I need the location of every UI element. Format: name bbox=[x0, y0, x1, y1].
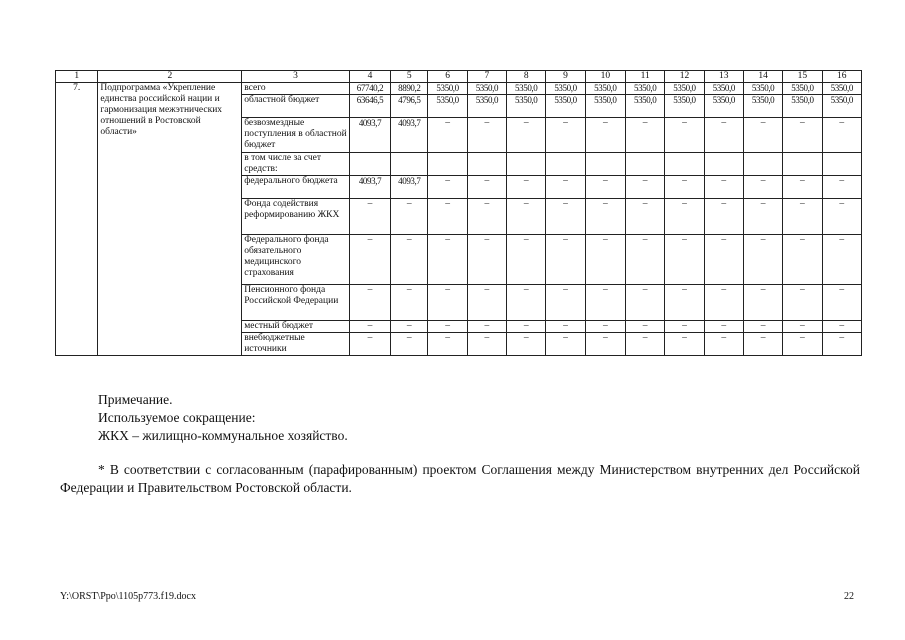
note-abbrev-heading: Используемое сокращение: bbox=[98, 410, 256, 425]
value-cell bbox=[704, 153, 743, 176]
funding-source-label: федерального бюджета bbox=[242, 176, 350, 199]
value-cell: – bbox=[349, 285, 390, 321]
value-cell: 5350,0 bbox=[743, 95, 782, 118]
value-cell bbox=[546, 153, 585, 176]
value-cell: 4093,7 bbox=[391, 176, 428, 199]
value-cell: – bbox=[546, 321, 585, 333]
value-cell: 5350,0 bbox=[665, 95, 704, 118]
value-cell: – bbox=[704, 176, 743, 199]
value-cell: 4093,7 bbox=[349, 176, 390, 199]
value-cell: – bbox=[626, 235, 665, 285]
column-header: 12 bbox=[665, 71, 704, 83]
column-header: 11 bbox=[626, 71, 665, 83]
value-cell: 5350,0 bbox=[467, 83, 506, 95]
value-cell: – bbox=[626, 285, 665, 321]
value-cell: – bbox=[626, 333, 665, 356]
value-cell bbox=[626, 153, 665, 176]
value-cell: – bbox=[467, 118, 506, 153]
value-cell: 5350,0 bbox=[665, 83, 704, 95]
value-cell: 67740,2 bbox=[349, 83, 390, 95]
value-cell: – bbox=[665, 321, 704, 333]
value-cell: – bbox=[391, 199, 428, 235]
value-cell: – bbox=[822, 285, 861, 321]
footnote: * В соответствии с согласованным (парафированным) проектом Соглашения между Министерством внутренних дел Российской Федерации и Правительством Ростовской области. bbox=[60, 462, 860, 495]
note-title: Примечание. bbox=[98, 392, 173, 407]
funding-source-label: Пенсионного фонда Российской Федерации bbox=[242, 285, 350, 321]
value-cell: – bbox=[704, 285, 743, 321]
column-header: 1 bbox=[56, 71, 98, 83]
value-cell: – bbox=[585, 321, 625, 333]
value-cell: 5350,0 bbox=[546, 95, 585, 118]
value-cell: 5350,0 bbox=[626, 83, 665, 95]
value-cell: – bbox=[626, 118, 665, 153]
value-cell: 5350,0 bbox=[507, 83, 546, 95]
value-cell: – bbox=[626, 176, 665, 199]
value-cell: – bbox=[665, 176, 704, 199]
value-cell bbox=[391, 153, 428, 176]
value-cell: – bbox=[783, 285, 822, 321]
value-cell bbox=[743, 153, 782, 176]
column-header: 15 bbox=[783, 71, 822, 83]
header-row bbox=[56, 71, 862, 83]
value-cell: – bbox=[428, 118, 467, 153]
value-cell: – bbox=[585, 333, 625, 356]
value-cell: 4796,5 bbox=[391, 95, 428, 118]
funding-source-label: в том числе за счет средств: bbox=[242, 153, 350, 176]
value-cell: – bbox=[585, 199, 625, 235]
funding-source-label: Фонда содействия реформированию ЖКХ bbox=[242, 199, 350, 235]
value-cell: 5350,0 bbox=[428, 83, 467, 95]
value-cell: – bbox=[743, 118, 782, 153]
page-number: 22 bbox=[844, 591, 854, 602]
value-cell: – bbox=[783, 235, 822, 285]
value-cell: – bbox=[428, 285, 467, 321]
column-header: 2 bbox=[98, 71, 242, 83]
value-cell: – bbox=[665, 285, 704, 321]
value-cell: – bbox=[391, 235, 428, 285]
value-cell: – bbox=[704, 321, 743, 333]
table-body bbox=[56, 83, 862, 356]
value-cell: – bbox=[783, 333, 822, 356]
value-cell: – bbox=[585, 285, 625, 321]
value-cell: 63646,5 bbox=[349, 95, 390, 118]
value-cell: – bbox=[704, 235, 743, 285]
value-cell: – bbox=[428, 321, 467, 333]
value-cell: 5350,0 bbox=[783, 83, 822, 95]
value-cell: – bbox=[467, 285, 506, 321]
value-cell: – bbox=[349, 199, 390, 235]
value-cell: – bbox=[585, 176, 625, 199]
value-cell: – bbox=[585, 235, 625, 285]
value-cell: – bbox=[428, 199, 467, 235]
column-header: 5 bbox=[391, 71, 428, 83]
value-cell: – bbox=[391, 333, 428, 356]
value-cell: – bbox=[546, 285, 585, 321]
value-cell: – bbox=[743, 333, 782, 356]
value-cell: 8890,2 bbox=[391, 83, 428, 95]
funding-source-label: внебюджетные источники bbox=[242, 333, 350, 356]
value-cell: – bbox=[507, 285, 546, 321]
value-cell: 5350,0 bbox=[704, 95, 743, 118]
budget-table bbox=[55, 70, 862, 356]
value-cell: – bbox=[467, 235, 506, 285]
value-cell: 5350,0 bbox=[546, 83, 585, 95]
value-cell: 5350,0 bbox=[507, 95, 546, 118]
value-cell: – bbox=[349, 321, 390, 333]
column-header: 16 bbox=[822, 71, 861, 83]
value-cell: – bbox=[507, 235, 546, 285]
note-abbrev-definition: ЖКХ – жилищно-коммунальное хозяйство. bbox=[98, 428, 348, 443]
value-cell bbox=[822, 153, 861, 176]
value-cell: 5350,0 bbox=[585, 95, 625, 118]
column-header: 6 bbox=[428, 71, 467, 83]
value-cell: – bbox=[546, 199, 585, 235]
value-cell: – bbox=[704, 118, 743, 153]
column-header: 3 bbox=[242, 71, 350, 83]
value-cell: – bbox=[467, 199, 506, 235]
value-cell: – bbox=[665, 118, 704, 153]
value-cell: – bbox=[507, 118, 546, 153]
value-cell: – bbox=[428, 176, 467, 199]
value-cell bbox=[783, 153, 822, 176]
value-cell: – bbox=[822, 321, 861, 333]
value-cell: 5350,0 bbox=[822, 83, 861, 95]
value-cell: – bbox=[585, 118, 625, 153]
value-cell: – bbox=[428, 235, 467, 285]
value-cell: – bbox=[349, 333, 390, 356]
funding-source-label: областной бюджет bbox=[242, 95, 350, 118]
row-number: 7. bbox=[56, 83, 98, 356]
value-cell: – bbox=[822, 199, 861, 235]
column-header: 7 bbox=[467, 71, 506, 83]
value-cell: – bbox=[783, 321, 822, 333]
value-cell: – bbox=[507, 176, 546, 199]
column-header: 10 bbox=[585, 71, 625, 83]
value-cell: – bbox=[822, 333, 861, 356]
value-cell: – bbox=[665, 235, 704, 285]
value-cell: – bbox=[507, 333, 546, 356]
value-cell: – bbox=[743, 176, 782, 199]
value-cell: – bbox=[665, 333, 704, 356]
value-cell: – bbox=[546, 333, 585, 356]
funding-source-label: Федерального фонда обязательного медицинского страхования bbox=[242, 235, 350, 285]
column-header: 13 bbox=[704, 71, 743, 83]
value-cell: – bbox=[743, 321, 782, 333]
value-cell: – bbox=[743, 235, 782, 285]
value-cell: 5350,0 bbox=[585, 83, 625, 95]
value-cell: 4093,7 bbox=[391, 118, 428, 153]
funding-source-label: местный бюджет bbox=[242, 321, 350, 333]
value-cell: 5350,0 bbox=[704, 83, 743, 95]
value-cell: – bbox=[467, 176, 506, 199]
value-cell: – bbox=[704, 199, 743, 235]
value-cell: – bbox=[665, 199, 704, 235]
value-cell: 5350,0 bbox=[822, 95, 861, 118]
value-cell: – bbox=[428, 333, 467, 356]
value-cell: – bbox=[349, 235, 390, 285]
value-cell: – bbox=[391, 321, 428, 333]
value-cell bbox=[428, 153, 467, 176]
value-cell: – bbox=[743, 199, 782, 235]
value-cell: – bbox=[743, 285, 782, 321]
value-cell bbox=[665, 153, 704, 176]
program-name: Подпрограмма «Укрепление единства российской нации и гармонизация межэтнических отношений в Ростовской области» bbox=[98, 83, 242, 356]
value-cell: 5350,0 bbox=[783, 95, 822, 118]
file-path: Y:\ORST\Ppo\1105p773.f19.docx bbox=[60, 591, 196, 602]
value-cell: – bbox=[507, 321, 546, 333]
value-cell: – bbox=[783, 176, 822, 199]
value-cell bbox=[467, 153, 506, 176]
value-cell: 5350,0 bbox=[626, 95, 665, 118]
value-cell bbox=[349, 153, 390, 176]
table-row bbox=[56, 83, 862, 95]
value-cell: 5350,0 bbox=[743, 83, 782, 95]
value-cell: – bbox=[467, 333, 506, 356]
value-cell bbox=[585, 153, 625, 176]
value-cell: – bbox=[822, 118, 861, 153]
value-cell: 5350,0 bbox=[428, 95, 467, 118]
column-header: 8 bbox=[507, 71, 546, 83]
value-cell: – bbox=[507, 199, 546, 235]
column-header: 9 bbox=[546, 71, 585, 83]
value-cell: 4093,7 bbox=[349, 118, 390, 153]
value-cell bbox=[507, 153, 546, 176]
value-cell: – bbox=[546, 118, 585, 153]
funding-source-label: безвозмездные поступления в областной бюджет bbox=[242, 118, 350, 153]
value-cell: – bbox=[783, 118, 822, 153]
value-cell: – bbox=[822, 235, 861, 285]
value-cell: – bbox=[822, 176, 861, 199]
value-cell: – bbox=[626, 321, 665, 333]
value-cell: – bbox=[546, 235, 585, 285]
value-cell: – bbox=[546, 176, 585, 199]
value-cell: 5350,0 bbox=[467, 95, 506, 118]
value-cell: – bbox=[704, 333, 743, 356]
value-cell: – bbox=[626, 199, 665, 235]
column-header: 4 bbox=[349, 71, 390, 83]
funding-source-label: всего bbox=[242, 83, 350, 95]
value-cell: – bbox=[391, 285, 428, 321]
column-header: 14 bbox=[743, 71, 782, 83]
value-cell: – bbox=[467, 321, 506, 333]
value-cell: – bbox=[783, 199, 822, 235]
